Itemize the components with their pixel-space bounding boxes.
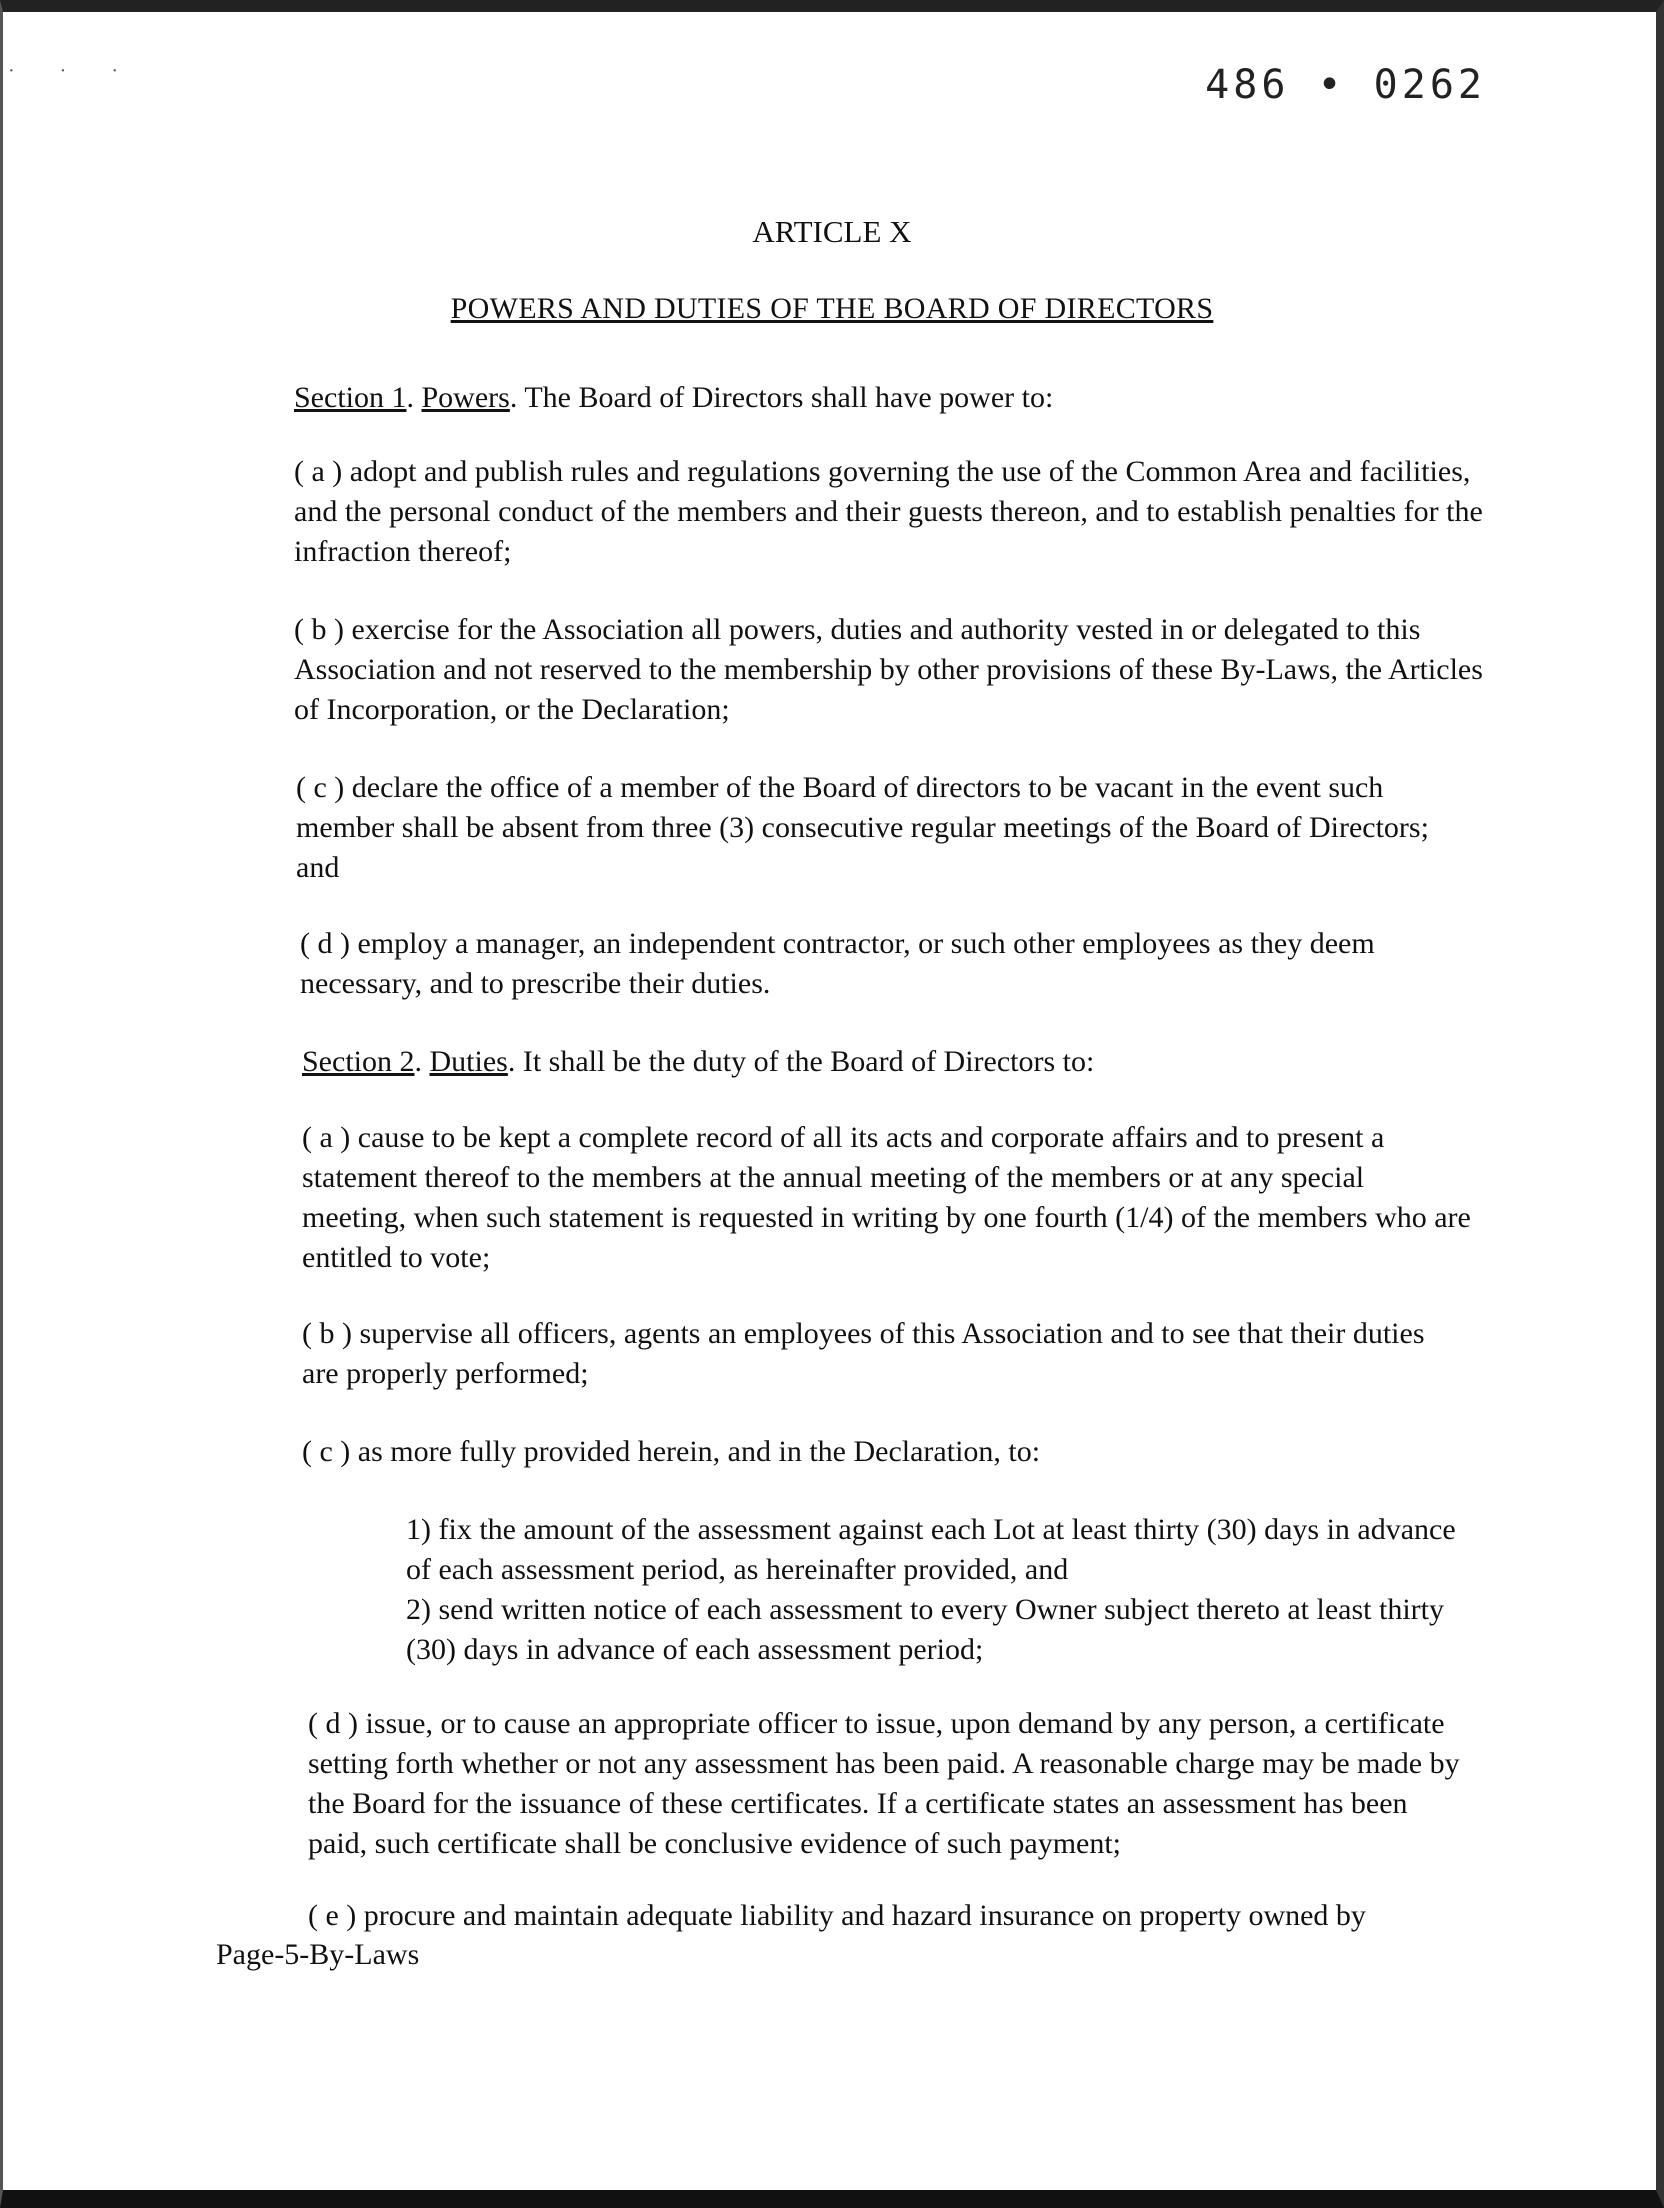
section-1-item-d: ( d ) employ a manager, an independent contractor, or such other employees as they deem necessary, and to prescribe their duties. <box>300 927 1375 1000</box>
section-2-intro: Section 2. Duties. It shall be the duty of the Board of Directors to: <box>302 1045 1095 1078</box>
section-1-name: Powers <box>421 381 510 414</box>
scan-specks: · · · <box>8 60 138 82</box>
section-1-intro-text: The Board of Directors shall have power to: <box>524 381 1054 414</box>
section-2-item-d: ( d ) issue, or to cause an appropriate officer to issue, upon demand by any person, a certificate setting forth whether or not any assessment has been paid. A reasonable charge may be made by the Board for the issuance of these certificates. If a certificate states an assessment has been paid, such certificate shall be conclusive evidence of such payment; <box>308 1707 1460 1860</box>
section-2-subitem-2: 2) send written notice of each assessment to every Owner subject thereto at least thirty (30) days in advance of each assessment period; <box>406 1593 1444 1666</box>
article-heading: POWERS AND DUTIES OF THE BOARD OF DIRECTORS <box>450 292 1214 325</box>
page-footer: Page-5-By-Laws <box>216 1938 420 1971</box>
section-1-item-b: ( b ) exercise for the Association all powers, duties and authority vested in or delegated to this Association and not reserved to the membership by other provisions of these By-Laws, the Articles of Incorporation, or the Declaration; <box>294 613 1483 726</box>
section-2-item-a: ( a ) cause to be kept a complete record of all its acts and corporate affairs and to present a statement thereof to the members at the annual meeting of the members or at any special meeting, when such statement is requested in writing by one fourth (1/4) of the members who are entitled to vote; <box>302 1121 1471 1274</box>
document-number: 486 • 0262 <box>1205 62 1486 108</box>
section-2-name: Duties <box>429 1045 508 1078</box>
section-2-item-e: ( e ) procure and maintain adequate liability and hazard insurance on property owned by <box>308 1899 1366 1932</box>
section-1-item-a: ( a ) adopt and publish rules and regulations governing the use of the Common Area and facilities, and the personal conduct of the members and their guests thereon, and to establish penalties for the infraction thereof; <box>294 455 1483 568</box>
section-1-intro: Section 1. Powers. The Board of Directors shall have power to: <box>294 381 1054 414</box>
article-title: ARTICLE X <box>752 214 912 249</box>
section-2-intro-text: It shall be the duty of the Board of Directors to: <box>522 1045 1095 1078</box>
section-1-item-c: ( c ) declare the office of a member of the Board of directors to be vacant in the event such member shall be absent from three (3) consecutive regular meetings of the Board of Directors; and <box>296 771 1429 884</box>
section-2-label: Section 2 <box>302 1045 415 1078</box>
section-1-label: Section 1 <box>294 381 407 414</box>
section-2-item-c: ( c ) as more fully provided herein, and in the Declaration, to: <box>302 1435 1041 1468</box>
section-2-item-b: ( b ) supervise all officers, agents an employees of this Association and to see that their duties are properly performed; <box>302 1317 1425 1390</box>
section-2-subitem-1: 1) fix the amount of the assessment against each Lot at least thirty (30) days in advance of each assessment period, as hereinafter provided, and <box>406 1513 1456 1586</box>
